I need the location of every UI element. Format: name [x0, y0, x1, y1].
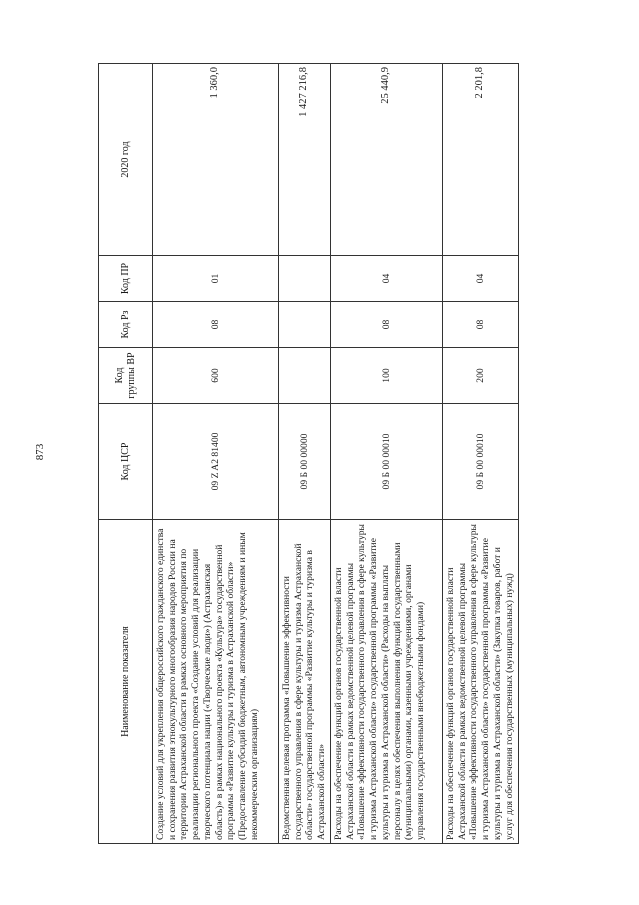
table-row: [153, 64, 279, 844]
row-name: Ведомственная целевая программа «Повышение эффективности государственного управления в сфере культуры и туризма Астраханской области» государственной программы «Развитие культуры и туризма в Астраханской области»: [279, 520, 331, 844]
row-name: Расходы на обеспечение функций органов государственной власти Астраханской области в рамках ведомственной целевой программы «Повышение эффективности государственного управления в сфере культуры и туризма Астраханской области» государственной программы «Развитие культуры и туризма в Астраханской области» (Расходы на выплаты персоналу в целях обеспечения выполнения функций государственными (муниципальными) органами, казенными учреждениями, органами управления государственными внебюджетными фондами): [331, 520, 443, 844]
row-name: Расходы на обеспечение функций органов государственной власти Астраханской области в рамках ведомственной целевой программы «Повышение эффективности государственного управления в сфере культуры и туризма Астраханской области» государственной программы «Развитие культуры и туризма в Астраханской области» (Закупка товаров, работ и услуг для обеспечения государственных (муниципальных) нужд): [443, 520, 519, 844]
header-rz: Код Рз: [99, 302, 153, 348]
header-pr: Код ПР: [99, 256, 153, 302]
row-vr: 200: [443, 348, 519, 404]
table-container: [98, 64, 518, 844]
header-csr: Код ЦСР: [99, 404, 153, 520]
budget-table: [98, 63, 519, 844]
table-row: [279, 64, 331, 844]
header-name: Наименование показателя: [99, 520, 153, 844]
row-vr: 600: [153, 348, 279, 404]
row-vr: 100: [331, 348, 443, 404]
rotated-table-wrapper: [98, 64, 518, 844]
header-vr: Код группы ВР: [99, 348, 153, 404]
row-name: Создание условий для укрепления общероссийского гражданского единства и сохранения развития этнокультурного многообразия народов России на территории Астраханской области в рамках основного мероприятия по реализации регионального проекта «Создание условий для реализации творческого потенциала нации («Творческие люди») (Астраханская область)» в рамках национального проекта «Культура» государственной программы «Развитие культуры и туризма в Астраханской области» (Предоставление субсидий бюджетным, автономным учреждениям и иным некоммерческим организациям): [153, 520, 279, 844]
row-pr: 04: [331, 256, 443, 302]
row-csr: 09 Б 00 00010: [443, 404, 519, 520]
header-year: 2020 год: [99, 64, 153, 256]
row-csr: 09 Б 00 00000: [279, 404, 331, 520]
row-rz: 08: [443, 302, 519, 348]
row-rz: 08: [153, 302, 279, 348]
row-pr: [279, 256, 331, 302]
row-rz: 08: [331, 302, 443, 348]
page-number: 873: [34, 443, 46, 461]
row-vr: [279, 348, 331, 404]
table-row: [331, 64, 443, 844]
row-value: 1 427 216,8: [279, 64, 331, 256]
row-pr: 01: [153, 256, 279, 302]
row-rz: [279, 302, 331, 348]
row-value: 1 360,0: [153, 64, 279, 256]
row-pr: 04: [443, 256, 519, 302]
row-csr: 09 Z A2 81400: [153, 404, 279, 520]
header-row: [99, 64, 153, 844]
row-csr: 09 Б 00 00010: [331, 404, 443, 520]
row-value: 2 201,8: [443, 64, 519, 256]
table-row: [443, 64, 519, 844]
row-value: 25 440,9: [331, 64, 443, 256]
